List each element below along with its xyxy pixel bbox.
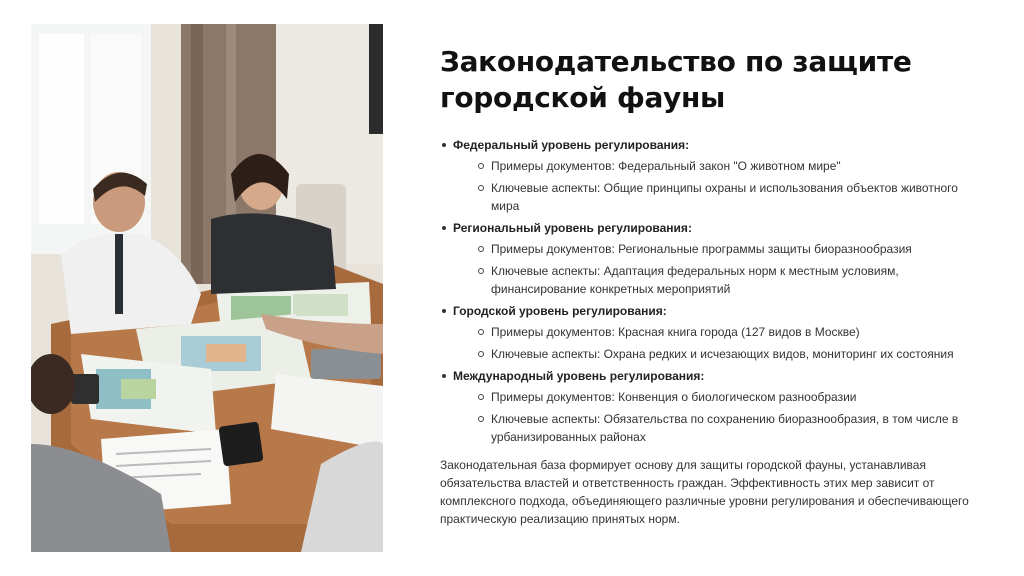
- level-title: Федеральный уровень регулирования:: [453, 138, 690, 152]
- level-title: Региональный уровень регулирования:: [453, 221, 692, 235]
- content-panel: [440, 44, 970, 540]
- sub-list-item: Примеры документов: Федеральный закон "О животном мире": [477, 157, 970, 175]
- sub-list-item: Ключевые аспекты: Обязательства по сохранению биоразнообразия, в том числе в урбанизированных районах: [477, 410, 970, 446]
- sub-list: [453, 323, 970, 363]
- sub-list-item: Примеры документов: Региональные программы защиты биоразнообразия: [477, 240, 970, 258]
- list-item: [440, 136, 970, 215]
- summary-paragraph: Законодательная база формирует основу для защиты городской фауны, устанавливая обязательства властей и ответственность граждан. Эффективность этих мер зависит от комплексного подхода, объединяющего различные уровни регулирования и обеспечивающего практическую реализацию принятых норм.: [440, 458, 969, 526]
- sub-list-item: Ключевые аспекты: Охрана редких и исчезающих видов, мониторинг их состояния: [477, 345, 970, 363]
- sub-list-item: Примеры документов: Конвенция о биологическом разнообразии: [477, 388, 970, 406]
- level-title: Городской уровень регулирования:: [453, 304, 667, 318]
- sub-list-item: Примеры документов: Красная книга города (127 видов в Москве): [477, 323, 970, 341]
- list-item: [440, 219, 970, 298]
- list-item: [440, 367, 970, 446]
- list-item: [440, 302, 970, 363]
- sub-list-item: Ключевые аспекты: Адаптация федеральных норм к местным условиям, финансирование конкретных мероприятий: [477, 262, 970, 298]
- sub-list-item: Ключевые аспекты: Общие принципы охраны и использования объектов животного мира: [477, 179, 970, 215]
- sub-list: [453, 388, 970, 446]
- regulation-levels-list: [440, 136, 970, 446]
- sub-list: [453, 240, 970, 298]
- sub-list: [453, 157, 970, 215]
- page-title: Законодательство по защите городской фауны: [440, 45, 912, 114]
- level-title: Международный уровень регулирования:: [453, 369, 705, 383]
- meeting-photo: [31, 24, 383, 552]
